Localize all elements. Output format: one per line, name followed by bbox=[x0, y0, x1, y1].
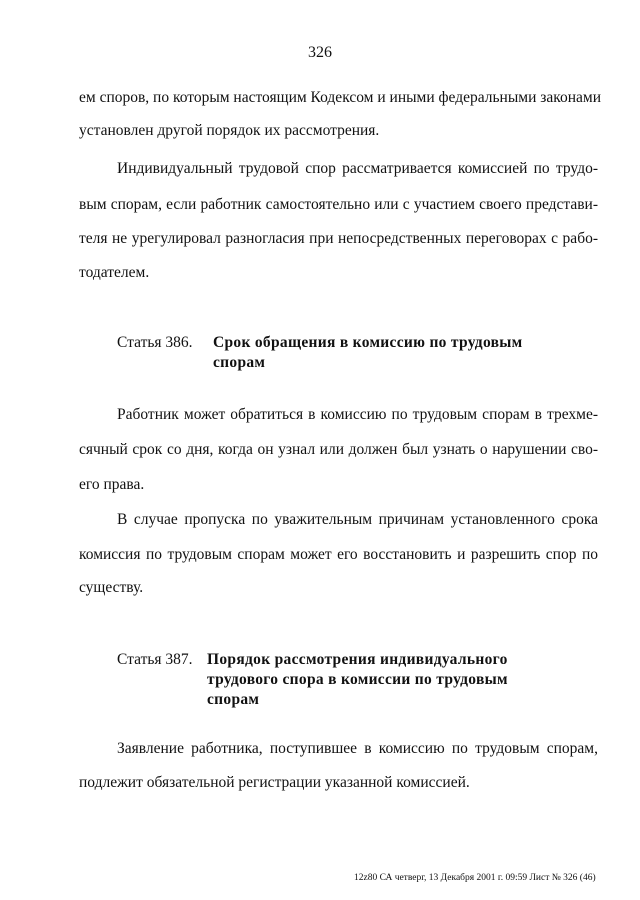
page-number: 326 bbox=[308, 44, 332, 61]
article-label: Статья 386. bbox=[117, 334, 193, 351]
paragraph-line: тодателем. bbox=[79, 264, 150, 281]
article-387-title-line: Порядок рассмотрения индивидуального bbox=[207, 651, 508, 668]
print-footer: 12z80 СА четверг, 13 Декабря 2001 г. 09:59 Лист № 326 (46) bbox=[354, 873, 596, 883]
article-387-title-line: спорам bbox=[207, 691, 260, 708]
paragraph-line: установлен другой порядок их рассмотрения. bbox=[79, 122, 380, 139]
paragraph-line: его права. bbox=[79, 476, 145, 493]
article-label: Статья 387. bbox=[117, 651, 193, 668]
paragraph-line: теля не урегулировал разногласия при непосредственных переговорах с рабо- bbox=[79, 230, 598, 247]
paragraph-line: Заявление работника, поступившее в комиссию по трудовым спорам, bbox=[117, 740, 598, 757]
paragraph-line: комиссия по трудовым спорам может его восстановить и разрешить спор по bbox=[79, 546, 598, 563]
paragraph-line: ем споров, по которым настоящим Кодексом и иными федеральными законами bbox=[79, 89, 602, 106]
paragraph-line: вым спорам, если работник самостоятельно или с участием своего представи- bbox=[79, 196, 598, 213]
article-387-label bbox=[117, 650, 193, 670]
paragraph-line: сячный срок со дня, когда он узнал или должен был узнать о нарушении сво- bbox=[79, 441, 598, 458]
paragraph-line: В случае пропуска по уважительным причинам установленного срока bbox=[117, 511, 598, 528]
article-386-title-line: спорам bbox=[213, 354, 266, 371]
article-386-label bbox=[117, 333, 193, 353]
paragraph-line: подлежит обязательной регистрации указанной комиссией. bbox=[79, 774, 470, 791]
paragraph-line: Индивидуальный трудовой спор рассматривается комиссией по трудо- bbox=[117, 160, 598, 177]
paragraph-line: Работник может обратиться в комиссию по трудовым спорам в трехме- bbox=[117, 406, 598, 423]
article-386-title-line: Срок обращения в комиссию по трудовым bbox=[213, 334, 523, 351]
paragraph-line: существу. bbox=[79, 579, 144, 596]
article-387-title-line: трудового спора в комиссии по трудовым bbox=[207, 671, 508, 688]
